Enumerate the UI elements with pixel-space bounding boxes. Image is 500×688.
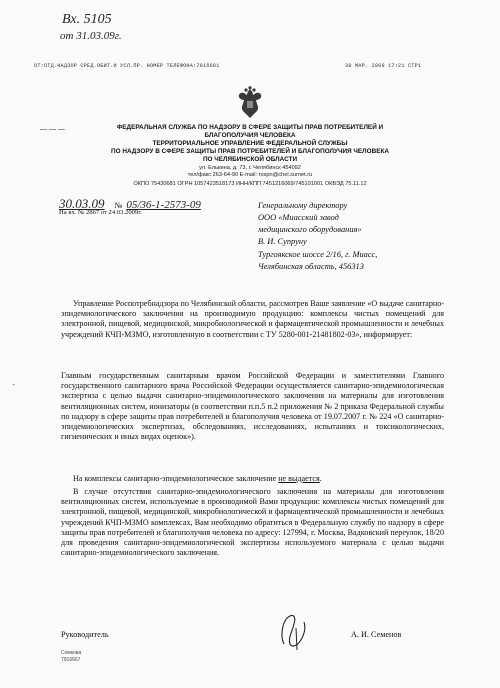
paragraph-3 (61, 474, 444, 484)
addressee-line-2: ООО «Миасский завод (258, 213, 339, 222)
header-line-4: ПО НАДЗОРУ В СФЕРЕ ЗАЩИТЫ ПРАВ ПОТРЕБИТЕЛЕЙ И БЛАГОПОЛУЧИЯ ЧЕЛОВЕКА (110, 148, 390, 155)
paragraph-3-start: На комплексы санитарно-эпидемиологическое заключение (73, 474, 279, 483)
addressee-line-4: В. И. Супруну (258, 237, 307, 246)
header-address: ул. Елькина, д. 73, г. Челябинск 454092 (199, 165, 301, 171)
paragraph-1: Управление Роспотребнадзора по Челябинской области, рассмотрев Ваше заявление «О выдаче санитарно-эпидемиологического заключения на производимую продукцию: комплексы чистых помещений для электронной, пищевой, медицинской, микробиологической и фармацевтической промышленности и лечебных учреждений КЧП-МЗМО, изготовленную в соответствии с ТУ 5280-001-21481802-03», информирует: (61, 299, 444, 339)
paragraph-3-end: . (319, 474, 322, 483)
addressee-line-3: медицинского оборудования» (258, 225, 362, 234)
paragraph-2: Главным государственным санитарным врачом Российской Федерации и заместителями Главного государственного санитарного врача Российской Федерации осуществляется санитарно-эпидемиологическая экспертиза с целью выдачи санитарно-эпидемиологического заключения на материалы для изготовления вентиляционных систем, ионизаторы (в соответствии п.п.5 п.2 приложения № 2 приказа Федеральной службы по надзору в сфере защиты прав потребителей и благополучия человека от 19.07.2007 г. № 224 «О санитарно-эпидемиологических экспертизах, обследованиях, исследованиях, испытаниях и токсикологических, гигиенических и иных видах оценок»). (61, 371, 444, 442)
incoming-date: от 31.03.09г. (60, 30, 122, 42)
outgoing-number-prefix: № (114, 201, 123, 210)
fax-header-left: ОТ:ОТД.НАДЗОР СРЕД.ОБИТ.И УСЛ.ПР. НОМЕР ТЕЛЕФОНА:7916681 (34, 63, 220, 69)
paragraph-4: В случае отсутствия санитарно-эпидемиологического заключения на материалы для изготовления вентиляционных систем, используемые в производимой Вами продукции: комплексы чистых помещений для электронной, пищевой, медицинской, микробиологической и фармацевтической промышленности и лечебных учреждений КЧП-МЗМО комплексах, Вам необходимо обратиться в Федеральную службу по надзору в сфере защиты прав потребителей и благополучия человека по адресу: 127994, г. Москва, Вадковский переулок, 18/20 для проведения санитарно-эпидемиологической экспертизы используемого материала с целью выдачи санитарно-эпидемиологического заключения. (61, 487, 444, 558)
fax-header-right: 30 МАР. 2009 17:21 СТР1 (345, 63, 422, 69)
margin-mark: · (12, 380, 16, 391)
signatory-role: Руководитель (61, 630, 109, 639)
signature-icon (276, 608, 316, 652)
outgoing-date: 30.03.09 (59, 196, 105, 211)
header-line-5: ПО ЧЕЛЯБИНСКОЙ ОБЛАСТИ (202, 156, 298, 163)
reference-line: На вх. № 2867 от 24.03.2009г. (59, 209, 142, 216)
executor-phone: 7916667 (61, 657, 81, 663)
coat-of-arms-icon (235, 86, 265, 120)
header-phone: тел/факс 263-64-90 E-mail: rospn@chel.surnet.ru (187, 172, 313, 178)
addressee-line-1: Генеральному директору (258, 201, 348, 210)
fax-margin-dash: — — — (40, 126, 65, 133)
addressee-line-5: Тургоякское шоссе 2/16, г. Миасс, (258, 250, 378, 259)
paragraph-3-underlined: не выдается (278, 474, 320, 483)
executor-name: Сомкова (61, 650, 82, 656)
addressee-line-6: Челябинская область, 456313 (258, 262, 364, 271)
header-line-1: ФЕДЕРАЛЬНАЯ СЛУЖБА ПО НАДЗОРУ В СФЕРЕ ЗАЩИТЫ ПРАВ ПОТРЕБИТЕЛЕЙ И (116, 124, 384, 131)
header-line-2: БЛАГОПОЛУЧИЯ ЧЕЛОВЕКА (204, 132, 296, 139)
outgoing-number: 05/36-1-2573-09 (126, 199, 201, 211)
incoming-number: Вх. 5105 (62, 12, 112, 27)
header-line-3: ТЕРРИТОРИАЛЬНОЕ УПРАВЛЕНИЕ ФЕДЕРАЛЬНОЙ СЛУЖБЫ (152, 140, 348, 147)
header-codes: ОКПО 75430681 ОГРН 1057423518173 ИНН/КПП 7451216069/745101001 ОКВЭД 75.11.12 (133, 181, 367, 187)
signatory-name: А. И. Семенов (351, 630, 402, 639)
